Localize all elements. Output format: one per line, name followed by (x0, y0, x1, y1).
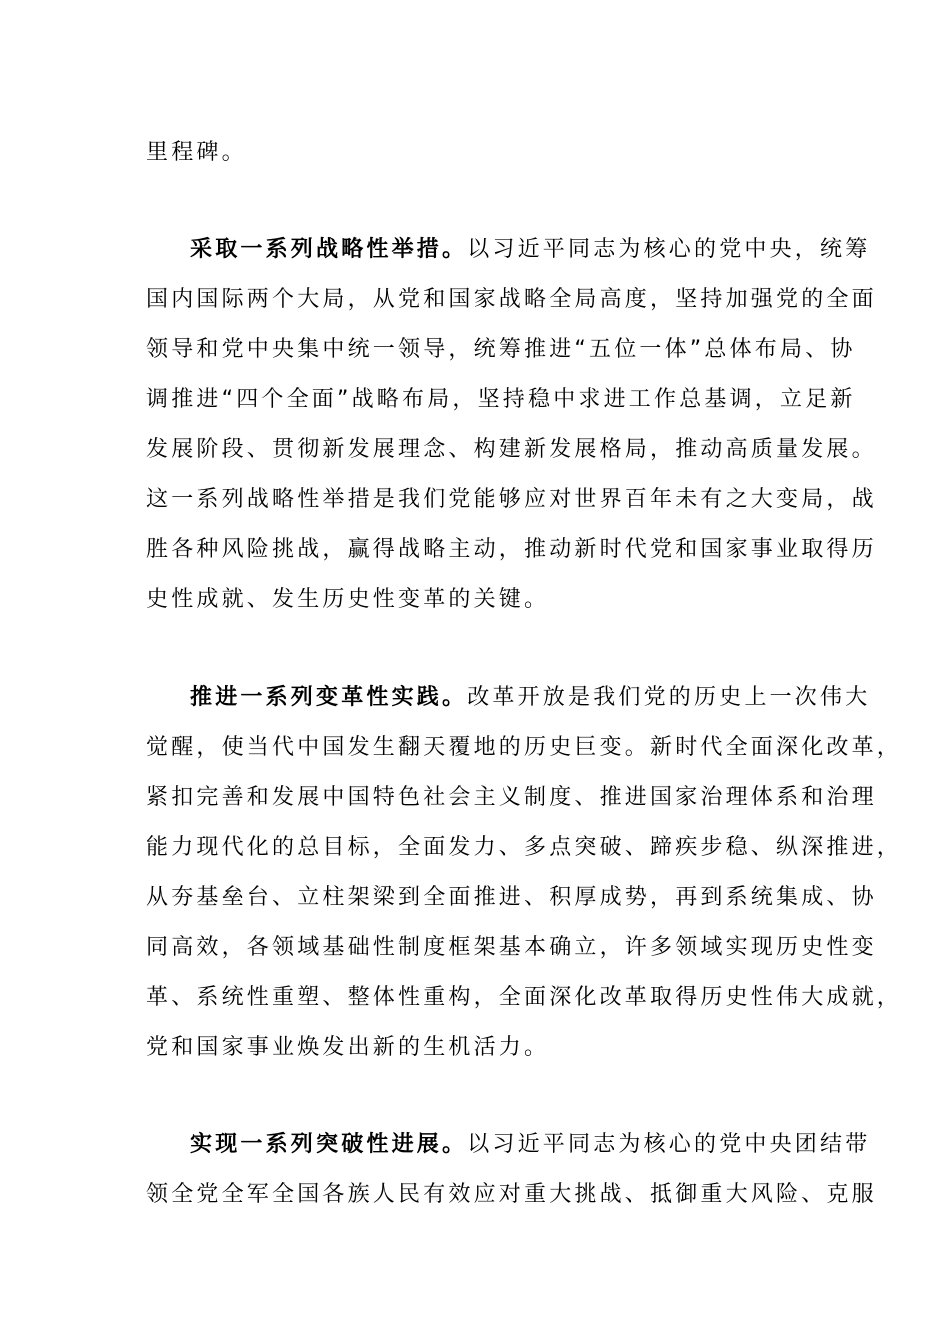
paragraph-line: 这一系列战略性举措是我们党能够应对世界百年未有之大变局，战 (146, 487, 877, 512)
section-heading: 实现一系列突破性进展。 (190, 1132, 468, 1157)
paragraph-line (190, 683, 870, 713)
paragraph-line (190, 235, 870, 265)
paragraph-line: 能力现代化的总目标，全面发力、多点突破、蹄疾步稳、纵深推进， (146, 835, 903, 860)
paragraph-text: 改革开放是我们党的历史上一次伟大 (467, 685, 871, 710)
paragraph-line: 革、系统性重塑、整体性重构，全面深化改革取得历史性伟大成就， (146, 985, 903, 1010)
paragraph-line: 同高效，各领域基础性制度框架基本确立，许多领域实现历史性变 (146, 935, 877, 960)
paragraph-line: 史性成就、发生历史性变革的关键。 (146, 587, 550, 612)
paragraph-line: 发展阶段、贯彻新发展理念、构建新发展格局，推动高质量发展。 (146, 437, 877, 462)
paragraph-line: 调推进“四个全面”战略布局，坚持稳中求进工作总基调，立足新 (146, 387, 856, 412)
paragraph-line: 党和国家事业焕发出新的生机活力。 (146, 1035, 550, 1060)
paragraph-line: 从夯基垒台、立柱架梁到全面推进、积厚成势，再到系统集成、协 (146, 885, 877, 910)
paragraph-line: 胜各种风险挑战，赢得战略主动，推动新时代党和国家事业取得历 (146, 537, 877, 562)
paragraph-line: 觉醒，使当代中国发生翻天覆地的历史巨变。新时代全面深化改革， (146, 735, 903, 760)
paragraph-line: 领导和党中央集中统一领导，统筹推进“五位一体”总体布局、协 (146, 337, 856, 362)
paragraph-line: 紧扣完善和发展中国特色社会主义制度、推进国家治理体系和治理 (146, 785, 877, 810)
paragraph-line (190, 1130, 870, 1160)
section-heading: 推进一系列变革性实践。 (190, 685, 468, 710)
paragraph-text: 以习近平同志为核心的党中央，统筹 (467, 237, 871, 262)
section-heading: 采取一系列战略性举措。 (190, 237, 468, 262)
paragraph-line: 国内国际两个大局，从党和国家战略全局高度，坚持加强党的全面 (146, 287, 877, 312)
paragraph-text: 以习近平同志为核心的党中央团结带 (467, 1132, 871, 1157)
paragraph-fragment: 里程碑。 (146, 140, 247, 165)
paragraph-line: 领全党全军全国各族人民有效应对重大挑战、抵御重大风险、克服 (146, 1182, 877, 1207)
